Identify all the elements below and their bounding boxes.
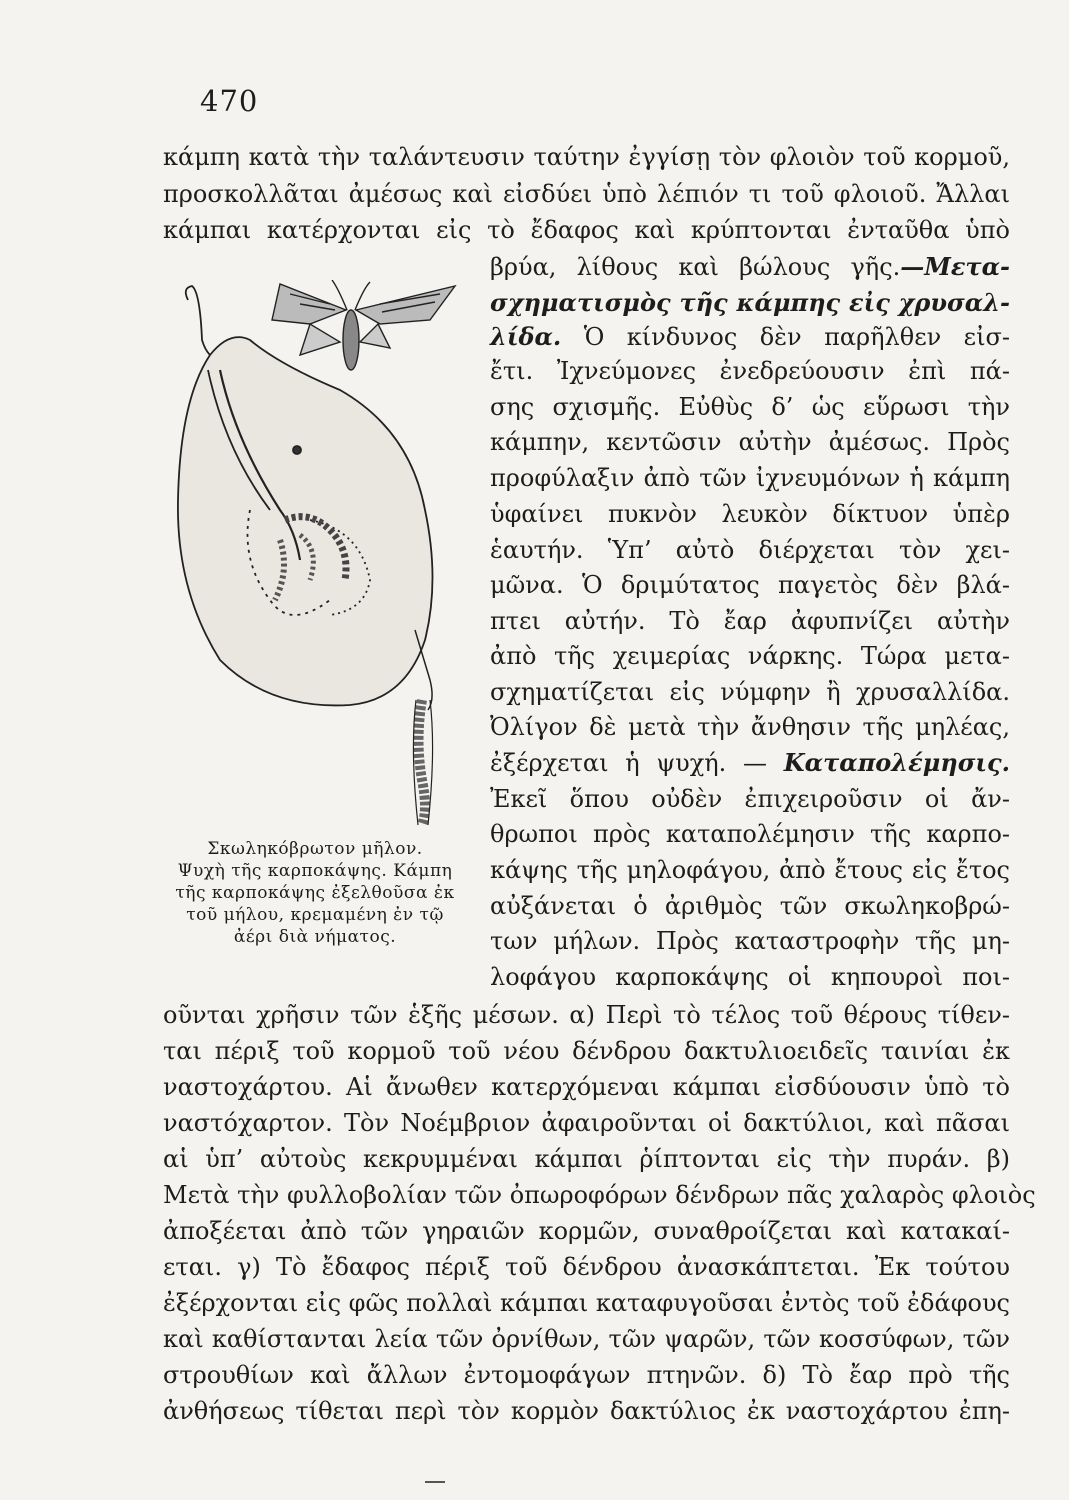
text-line: ὑφαίνει πυκνὸν λευκὸν δίκτυον ὑπὲρ — [490, 500, 1010, 528]
text-line: σης σχισμῆς. Εὐθὺς δ’ ὡς εὕρωσι τὴν — [490, 393, 1010, 421]
text-line: καὶ καθίστανται λεία τῶν ὀρνίθων, τῶν ψαρῶν, τῶν κοσσύφων, τῶν — [163, 1325, 1010, 1353]
caption-line: τῆς καρποκάψης ἐξελθοῦσα ἐκ — [175, 883, 455, 903]
text-line: Ἐκεῖ ὅπου οὐδὲν ἐπιχειροῦσιν οἱ ἄν- — [490, 785, 1010, 813]
text-line: στρουθίων καὶ ἄλλων ἐντομοφάγων πτηνῶν. δ) Τὸ ἔαρ πρὸ τῆς — [163, 1361, 1010, 1389]
text-line — [490, 748, 1010, 778]
caption-line: ἀέρι διὰ νήματος. — [233, 927, 397, 947]
text-line: θρωποι πρὸς καταπολέμησιν τῆς καρπο- — [490, 820, 1010, 848]
text-line — [490, 288, 1010, 318]
text-line: ἀποξέεται ἀπὸ τῶν γηραιῶν κορμῶν, συναθροίζεται καὶ κατακαί- — [163, 1217, 1010, 1245]
text-line: λοφάγου καρποκάψης οἱ κηπουροὶ ποι- — [490, 963, 1010, 991]
text-line: ἐξέρχονται εἰς φῶς πολλαὶ κάμπαι καταφυγοῦσαι ἐντὸς τοῦ ἐδάφους — [163, 1289, 1010, 1317]
page-number: 470 — [200, 84, 259, 118]
text-line: ναστόχαρτον. Τὸν Νοέμβριον ἀφαιροῦνται οἱ δακτύλιοι, καὶ πᾶσαι — [163, 1109, 1010, 1137]
caption-line: τοῦ μήλου, κρεμαμένη ἐν τῷ — [186, 905, 444, 925]
figure-caption — [160, 838, 470, 948]
text-line: οῦνται χρῆσιν τῶν ἑξῆς μέσων. α) Περὶ τὸ τέλος τοῦ θέρους τίθεν- — [163, 1001, 1010, 1029]
text-line: ἔτι. Ἰχνεύμονες ἐνεδρεύουσιν ἐπὶ πά- — [490, 357, 1010, 385]
text-line: Ὀλίγον δὲ μετὰ τὴν ἄνθησιν τῆς μηλέας, — [490, 713, 1010, 741]
text-line: ναστοχάρτου. Αἱ ἄνωθεν κατερχόμεναι κάμπαι εἰσδύουσιν ὑπὸ τὸ — [163, 1073, 1010, 1101]
text-line: προσκολλᾶται ἀμέσως καὶ εἰσδύει ὑπὸ λέπιόν τι τοῦ φλοιοῦ. Ἄλλαι — [163, 180, 1010, 208]
text-line: μῶνα. Ὁ δριμύτατος παγετὸς δὲν βλά- — [490, 571, 1010, 599]
text-line: προφύλαξιν ἀπὸ τῶν ἰχνευμόνων ἡ κάμπη — [490, 464, 1010, 492]
text-line: κάψης τῆς μηλοφάγου, ἀπὸ ἔτους εἰς ἔτος — [490, 856, 1010, 884]
heading-transformation: —Μετα- — [900, 252, 1010, 281]
text-line: Μετὰ τὴν φυλλοβολίαν τῶν ὀπωροφόρων δένδρων πᾶς χαλαρὸς φλοιὸς — [163, 1181, 1036, 1209]
caption-line: Ψυχὴ τῆς καρποκάψης. Κάμπη — [177, 861, 453, 881]
text-line: πτει αὐτήν. Τὸ ἔαρ ἀφυπνίζει αὐτὴν — [490, 607, 1010, 635]
ink-smudge — [425, 1480, 445, 1484]
wormy-apple-illustration — [160, 280, 470, 840]
text-line: σχηματίζεται εἰς νύμφην ἢ χρυσαλλίδα. — [490, 678, 1010, 706]
text-line: ἀνθήσεως τίθεται περὶ τὸν κορμὸν δακτύλιος ἐκ ναστοχάρτου ἐπη- — [163, 1397, 1010, 1425]
text-span: Ὁ κίνδυνος δὲν παρῆλθεν εἰσ- — [561, 323, 1010, 351]
text-line — [490, 252, 1010, 282]
heading-control: Καταπολέμησις. — [783, 748, 1010, 777]
text-line: των μήλων. Πρὸς καταστροφὴν τῆς μη- — [490, 927, 1010, 955]
text-line: κάμπαι κατέρχονται εἰς τὸ ἔδαφος καὶ κρύπτονται ἐνταῦθα ὑπὸ — [163, 216, 1010, 244]
moth-icon — [272, 280, 455, 370]
text-line: ἀπὸ τῆς χειμερίας νάρκης. Τώρα μετα- — [490, 642, 1010, 670]
text-line — [490, 322, 1010, 352]
text-span: — — [726, 749, 784, 777]
text-line: κάμπη κατὰ τὴν ταλάντευσιν ταύτην ἐγγίσῃ τὸν φλοιὸν τοῦ κορμοῦ, — [163, 143, 1010, 171]
text-line: αὐξάνεται ὁ ἀριθμὸς τῶν σκωληκοβρώ- — [490, 892, 1010, 920]
text-line: ται πέριξ τοῦ κορμοῦ τοῦ νέου δένδρου δακτυλιοειδεῖς ταινίαι ἐκ — [163, 1037, 1010, 1065]
heading-transformation: λίδα. — [490, 322, 562, 351]
text-line: αἱ ὑπ’ αὐτοὺς κεκρυμμέναι κάμπαι ῥίπτονται εἰς τὴν πυράν. β) — [163, 1145, 1010, 1173]
heading-transformation: σχηματισμὸς τῆς κάμπης εἰς χρυσαλ- — [490, 288, 1010, 317]
text-line: κάμπην, κεντῶσιν αὐτὴν ἀμέσως. Πρὸς — [490, 428, 1010, 456]
text-line: εται. γ) Τὸ ἔδαφος πέριξ τοῦ δένδρου ἀνασκάπτεται. Ἐκ τούτου — [163, 1253, 1010, 1281]
caption-line: Σκωληκόβρωτον μῆλον. — [207, 839, 423, 859]
text-line: ἑαυτήν. Ὑπ’ αὐτὸ διέρχεται τὸν χει- — [490, 536, 1010, 564]
text-span: βρύα, λίθους καὶ βώλους γῆς. — [490, 253, 901, 281]
text-span: ἐξέρχεται ἡ ψυχή. — [490, 749, 727, 777]
